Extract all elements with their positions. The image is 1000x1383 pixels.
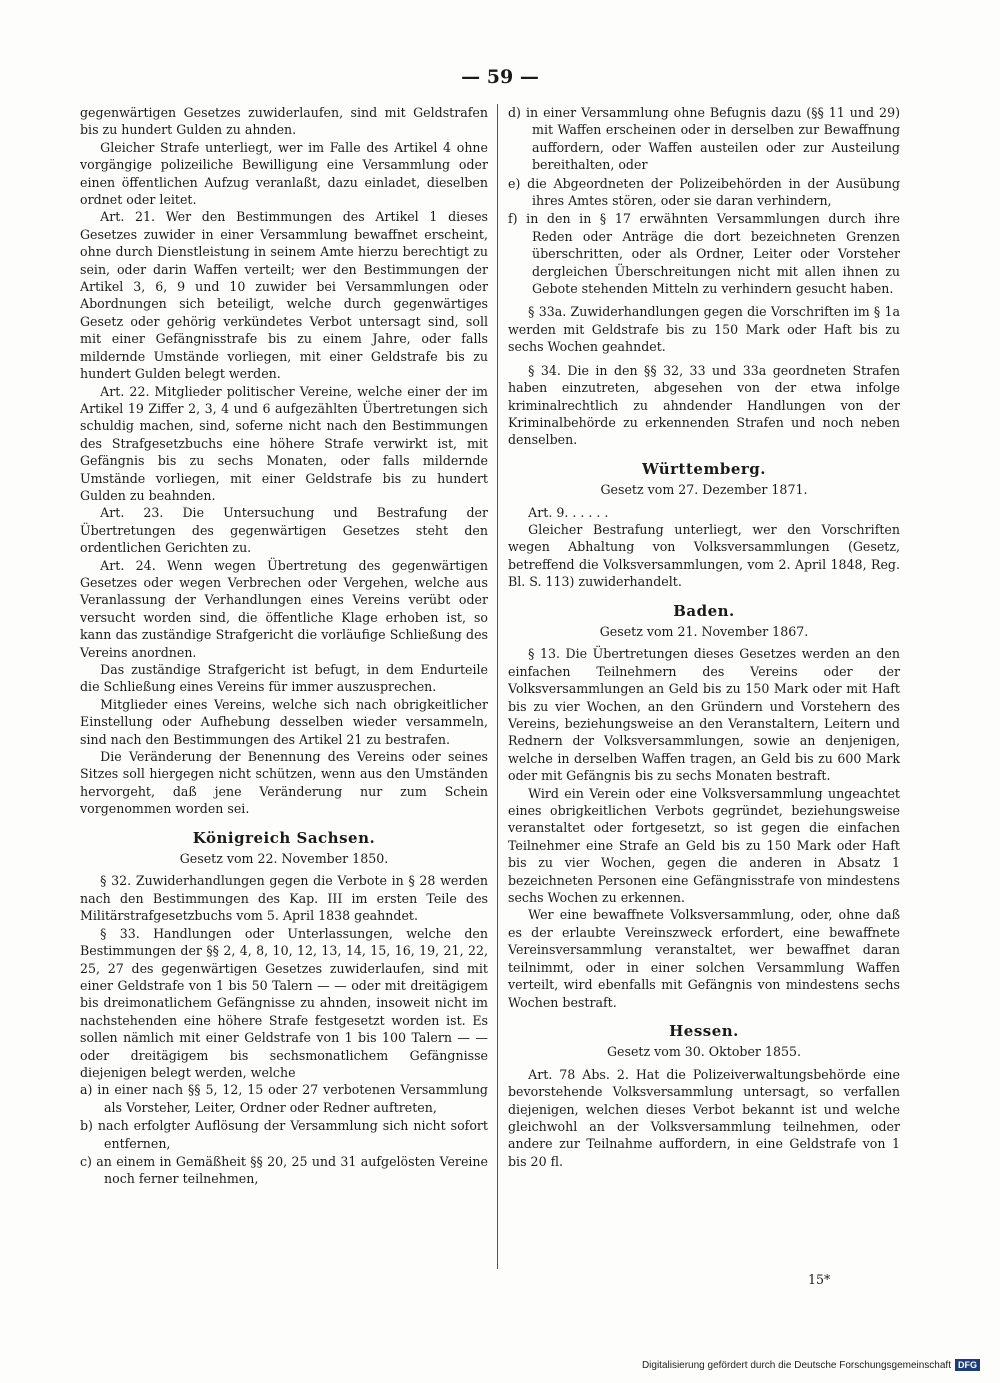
paragraph: Art. 78 Abs. 2. Hat die Polizeiverwaltungsbehörde eine bevorstehende Volksversammlung untersagt, so verfallen diejenigen, welchen dieses Verbot bekannt ist und welche gleichwohl an der Volksversammlung teilnehmen, oder andere zur Teilnahme auffordern, in eine Geldstrafe von 1 bis 20 fl.	[508, 1066, 900, 1169]
paragraph: Wird ein Verein oder eine Volksversammlung ungeachtet eines obrigkeitlichen Verbots gegründet, beziehungsweise veranstaltet oder fortgesetzt, so ist gegen die einfachen Teilnehmer eine Strafe an Geld bis zu 150 Mark oder Haft bis zu vier Wochen, gegen die anderen in Absatz 1 bezeichneten Personen eine Gefängnisstrafe von mindestens sechs Wochen zu erkennen.	[508, 785, 900, 906]
footer	[642, 1359, 980, 1371]
paragraph: Art. 24. Wenn wegen Übertretung des gegenwärtigen Gesetzes oder wegen Verbrechen oder Vergehen, welche aus Veranlassung der Verhandlungen eines Vereins verübt oder versucht worden sind, die öffentliche Klage erhoben ist, so kann das zuständige Strafgericht die vorläufige Schließung des Vereins anordnen.	[80, 557, 488, 660]
paragraph: § 33. Handlungen oder Unterlassungen, welche den Bestimmungen der §§ 2, 4, 8, 10, 12, 13, 14, 15, 16, 19, 21, 22, 25, 27 des gegenwärtigen Gesetzes zuwiderlaufen, sind mit einer Geldstrafe von 1 bis 50 Talern — — oder mit dreitägigem bis dreimonatlichem Gefängnisse zu ahnden, insoweit nicht im nachstehenden eine höhere Strafe festgesetzt worden ist. Es sollen nämlich mit einer Geldstrafe von 1 bis 100 Talern — — oder dreitägigem bis sechsmonatlichem Gefängnisse diejenigen belegt werden, welche	[80, 925, 488, 1080]
paragraph: Wer eine bewaffnete Volksversammlung, oder, ohne daß es der erlaubte Vereinszweck erfordert, eine bewaffnete Vereinsversammlung veranstaltet, wer bewaffnet daran teilnimmt, oder in einer solchen Versammlung Waffen verteilt, wird ebenfalls mit Gefängnis von mindestens sechs Wochen bestraft.	[508, 907, 900, 1010]
section-heading-baden: Baden.	[673, 601, 735, 620]
paragraph: Art. 21. Wer den Bestimmungen des Artikel 1 dieses Gesetzes zuwider in einer Versammlung bewaffnet erscheint, ohne durch Dienstleistung in seinem Amte hierzu berechtigt zu sein, oder darin Waffen verteilt; wer den Bestimmungen der Artikel 3, 6, 9 und 10 zuwider bei Versammlungen oder Abordnungen sich beteiligt, welche durch gegenwärtiges Gesetz oder gehörig verkündetes Verbot untersagt sind, soll mit einer Gefängnisstrafe bis zu einem Jahre, oder falls mildernde Umstände vorliegen, mit einer Geldstrafe bis zu hundert Gulden belegt werden.	[80, 209, 488, 382]
left-column	[80, 104, 488, 1189]
paragraph: gegenwärtigen Gesetzes zuwiderlaufen, sind mit Geldstrafen bis zu hundert Gulden zu ahnden.	[80, 105, 488, 138]
paragraph: Mitglieder eines Vereins, welche sich nach obrigkeitlicher Einstellung oder Aufhebung desselben wieder versammeln, sind nach den Bestimmungen des Artikel 21 zu bestrafen.	[80, 696, 488, 747]
section-heading-sachsen: Königreich Sachsen.	[192, 828, 376, 847]
paragraph: § 34. Die in den §§ 32, 33 und 33a geordneten Strafen haben einzutreten, abgesehen von der etwa infolge kriminalrechtlich zu ahndender Handlungen von der Kriminalbehörde zu erkennenden Strafen und noch neben denselben.	[508, 362, 900, 448]
list-item: d) in einer Versammlung ohne Befugnis dazu (§§ 11 und 29) mit Waffen erscheinen oder in derselben zur Bewaffnung auffordern, oder Waffen austeilen oder zur Austeilung bereithalten, oder	[508, 105, 900, 173]
list-item: a) in einer nach §§ 5, 12, 15 oder 27 verbotenen Versammlung als Vorsteher, Leiter, Ordner oder Redner auftreten,	[80, 1082, 488, 1115]
paragraph: Art. 22. Mitglieder politischer Vereine, welche einer der im Artikel 19 Ziffer 2, 3, 4 und 6 aufgezählten Übertretungen sich schuldig machen, sind, soferne nicht nach den Bestimmungen des Strafgesetzbuchs eine höhere Strafe verwirkt ist, mit Gefängnis bis zu sechs Monaten, oder falls mildernde Umstände vorliegen, mit einer Geldstrafe bis zu hundert Gulden zu beahnden.	[80, 383, 488, 503]
paragraph: Gleicher Strafe unterliegt, wer im Falle des Artikel 4 ohne vorgängige polizeiliche Bewilligung eine Versammlung oder einen öffentlichen Aufzug veranlaßt, dazu einladet, dieselben ordnet oder leitet.	[80, 139, 488, 208]
signature-mark: 15*	[808, 1272, 831, 1287]
section-heading-hessen: Hessen.	[669, 1021, 739, 1040]
law-title: Gesetz vom 22. November 1850.	[179, 851, 389, 867]
paragraph: Das zuständige Strafgericht ist befugt, in dem Endurteile die Schließung eines Vereins für immer auszusprechen.	[80, 662, 488, 695]
footer-text: Digitalisierung gefördert durch die Deutsche Forschungsgemeinschaft	[641, 1359, 951, 1371]
article-label: Art. 9. . . . . .	[528, 504, 609, 520]
list-item: b) nach erfolgter Auflösung der Versammlung sich nicht sofort entfernen,	[80, 1118, 488, 1151]
paragraph: Gleicher Bestrafung unterliegt, wer den Vorschriften wegen Abhaltung von Volksversammlungen (Gesetz, betreffend die Volksversammlungen, vom 2. April 1848, Reg. Bl. S. 113) zuwiderhandelt.	[508, 521, 900, 590]
column-divider	[497, 104, 498, 1269]
list-item: e) die Abgeordneten der Polizeibehörden in der Ausübung ihres Amtes stören, oder sie daran verhindern,	[508, 175, 900, 209]
list-item: c) an einem in Gemäßheit §§ 20, 25 und 31 aufgelösten Vereine noch ferner teilnehmen,	[80, 1153, 488, 1187]
law-title: Gesetz vom 30. Oktober 1855.	[607, 1044, 801, 1060]
law-title: Gesetz vom 21. November 1867.	[599, 623, 809, 639]
page-number: — 59 —	[461, 66, 539, 88]
paragraph: § 32. Zuwiderhandlungen gegen die Verbote in § 28 werden nach den Bestimmungen des Kap. III im ersten Teile des Militärstrafgesetzbuchs vom 5. April 1838 geahndet.	[80, 873, 488, 924]
paragraph: Art. 23. Die Untersuchung und Bestrafung der Übertretungen des gegenwärtigen Gesetzes steht den ordentlichen Gerichten zu.	[80, 505, 488, 556]
paragraph: § 33a. Zuwiderhandlungen gegen die Vorschriften im § 1a werden mit Geldstrafe bis zu 150 Mark oder Haft bis zu sechs Wochen geahndet.	[508, 304, 900, 355]
right-column	[508, 104, 900, 1170]
law-title: Gesetz vom 27. Dezember 1871.	[600, 482, 808, 498]
section-heading-wuerttemberg: Württemberg.	[642, 459, 766, 478]
paragraph: Die Veränderung der Benennung des Vereins oder seines Sitzes soll hiergegen nicht schützen, wenn aus den Umständen hervorgeht, daß jene Veränderung nur zum Schein vorgenommen worden sei.	[80, 749, 488, 817]
list-item: f) in den in § 17 erwähnten Versammlungen durch ihre Reden oder Anträge die dort bezeichneten Grenzen überschritten, oder als Ordner, Leiter oder Vorsteher dergleichen Überschreitungen nicht mit allen ihnen zu Gebote stehenden Mitteln zu verhindern gesucht haben.	[508, 211, 900, 297]
dfg-logo: DFG	[955, 1359, 980, 1371]
paragraph: § 13. Die Übertretungen dieses Gesetzes werden an den einfachen Teilnehmern des Vereins oder der Volksversammlungen an Geld bis zu 150 Mark oder mit Haft bis zu vier Wochen, an den Gründern und Vorstehern des Vereins, beziehungsweise an den Veranstaltern, Leitern und Rednern der Volksversammlungen, sowie an denjenigen, welche in derselben Waffen tragen, an Geld bis zu 600 Mark oder mit Gefängnis bis zu sechs Monaten bestraft.	[508, 646, 900, 784]
